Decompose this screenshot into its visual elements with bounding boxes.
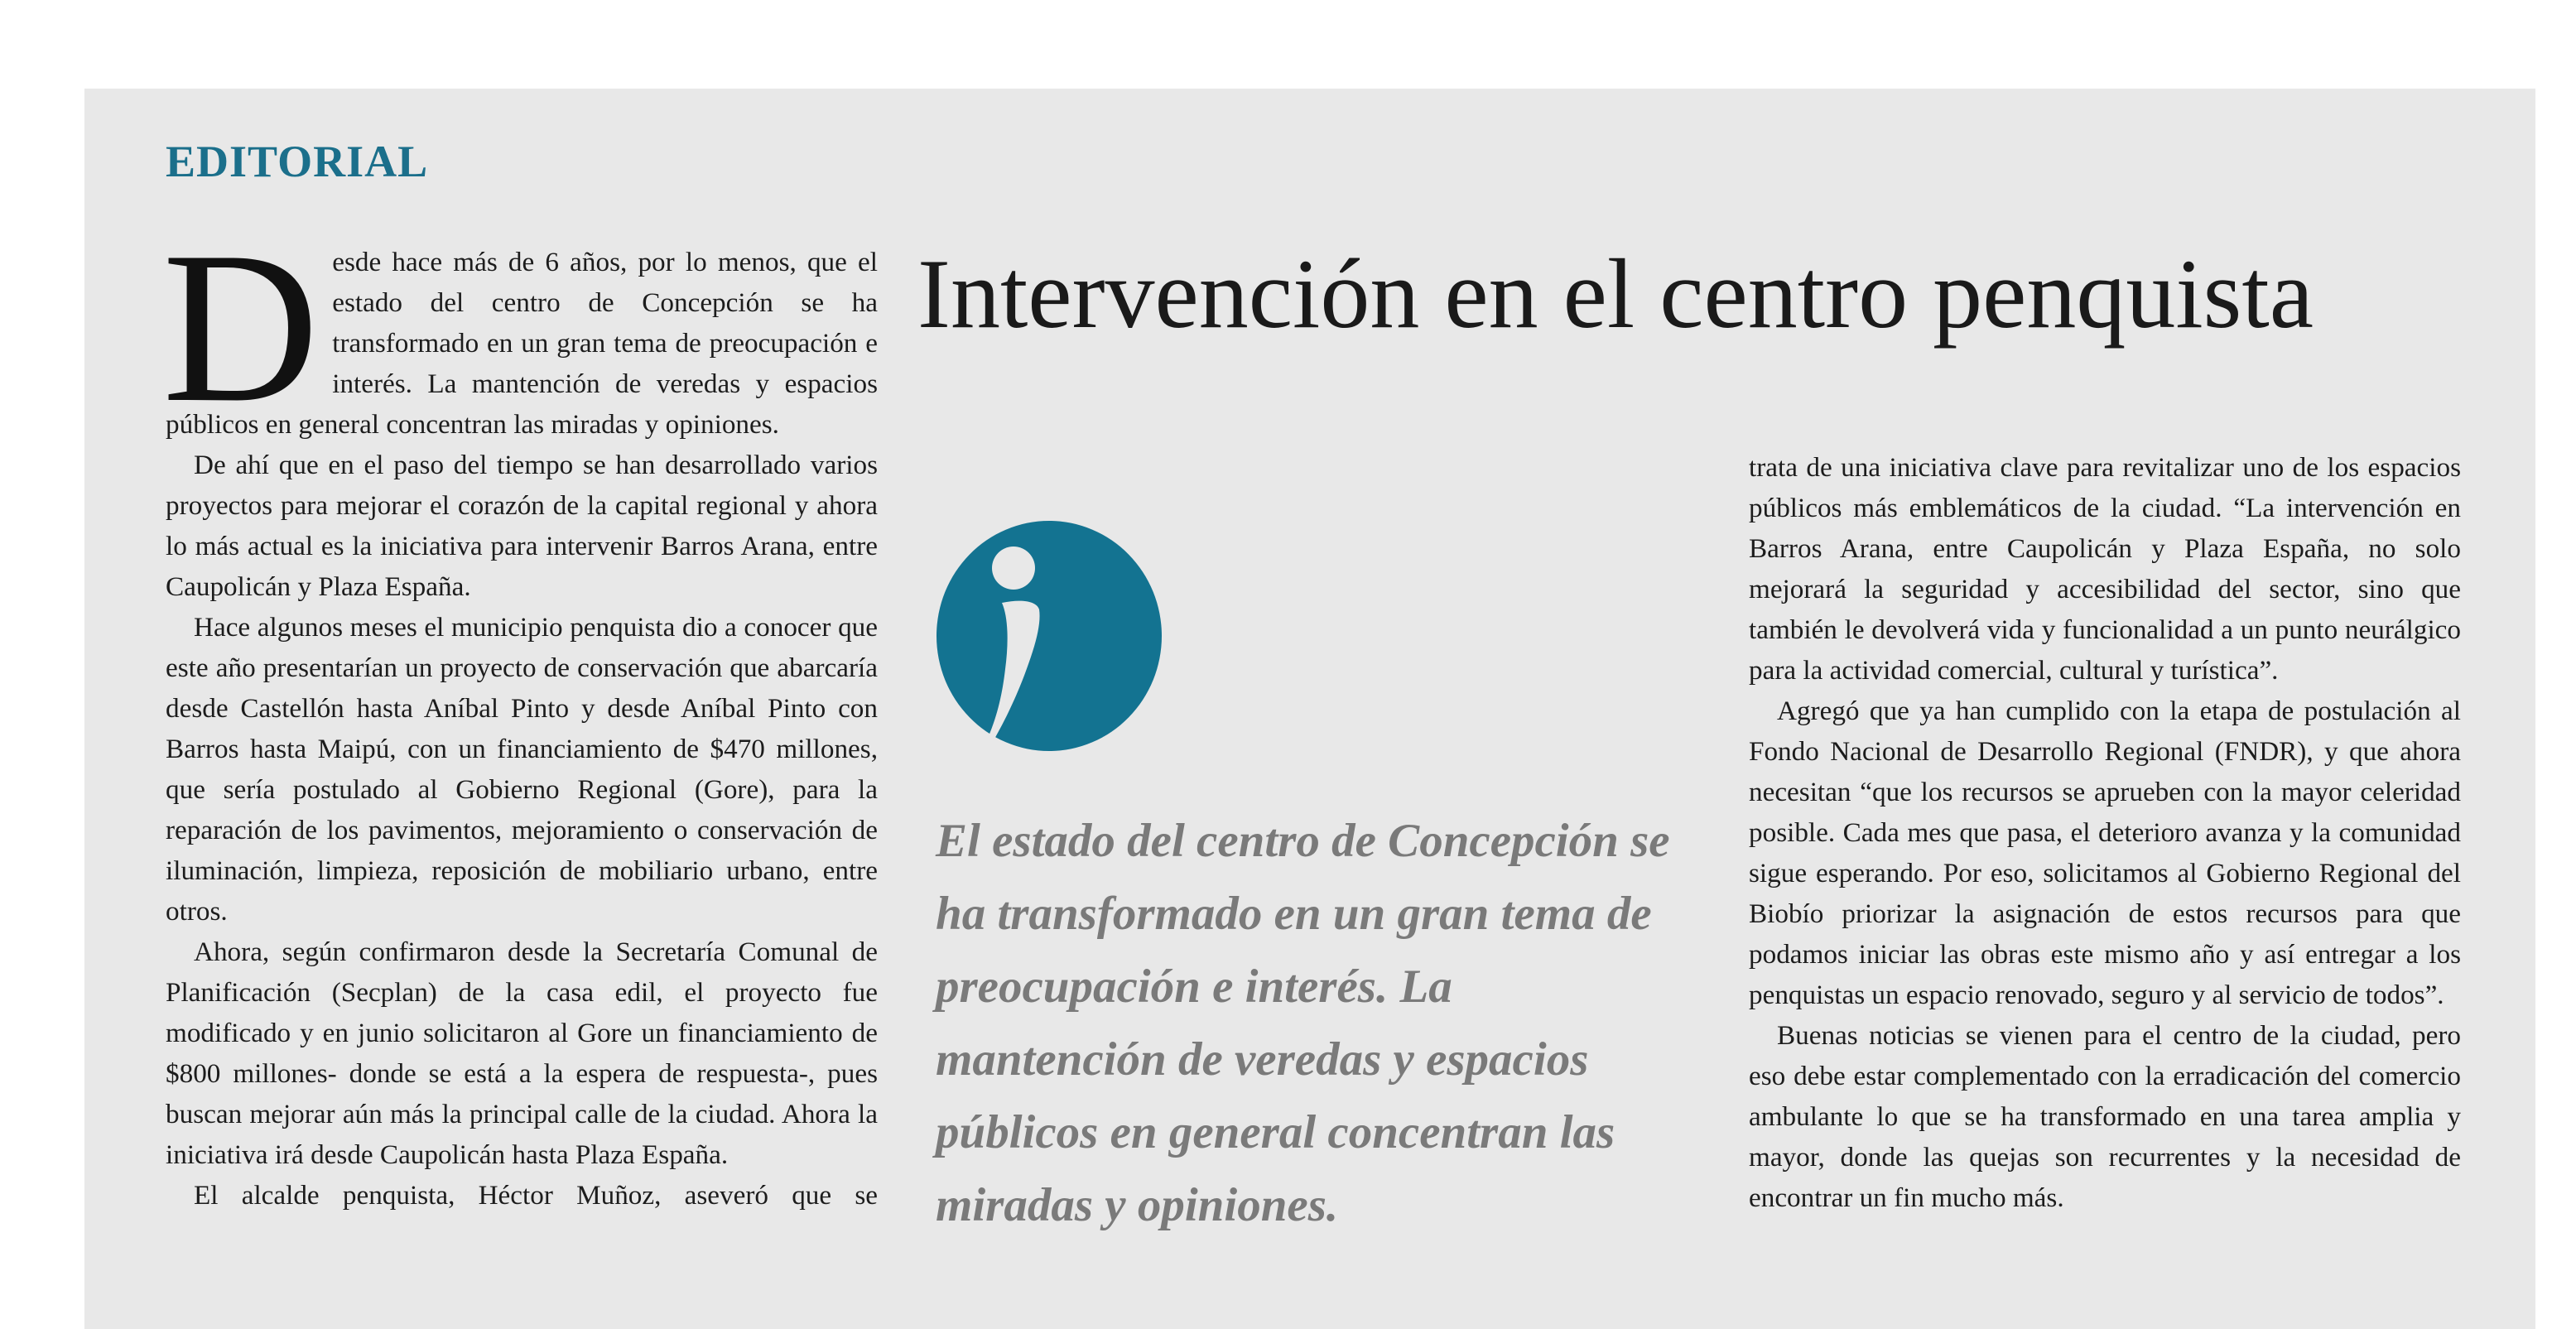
paragraph: De ahí que en el paso del tiempo se han desarrollado varios proyectos para mejorar el corazón de la capital regional y ahora lo más actual es la iniciativa para intervenir Barros Arana, entre Caupolicán y Plaza España.: [166, 450, 878, 602]
right-column: [1749, 447, 2461, 1218]
left-column: [162, 207, 878, 1216]
section-label: EDITORIAL: [166, 137, 429, 186]
paragraph: Desde hace más de 6 años, por lo menos, que el estado del centro de Concepción se ha transformado en un gran tema de preocupación e interés. La mantención de veredas y espacios públicos en general concentran las miradas y opiniones.: [162, 207, 878, 447]
paragraph: trata de una iniciativa clave para revitalizar uno de los espacios públicos más emblemáticos de la ciudad. “La intervención en Barros Arana, entre Caupolicán y Plaza España, no solo mejorará la seguridad y accesibilidad del sector, sino que también le devolverá vida y funcionalidad a un punto neurálgico para la actividad comercial, cultural y turística”.: [1749, 452, 2461, 686]
pull-quote: El estado del centro de Concepción se ha transformado en un gran tema de preocupación e interés. La mantención de veredas y espacios públicos en general concentran las miradas y opiniones.: [936, 815, 1670, 1231]
headline: Intervención en el centro penquista: [917, 238, 2314, 349]
paragraph: Hace algunos meses el municipio penquista dio a conocer que este año presentarían un proyecto de conservación que abarcaría desde Castellón hasta Aníbal Pinto y desde Aníbal Pinto con Barros hasta Maipú, con un financiamiento de $470 millones, que sería postulado al Gobierno Regional (Gore), para la reparación de los pavimentos, mejoramiento o conservación de iluminación, limpieza, reposición de mobiliario urbano, entre otros.: [166, 612, 878, 927]
paragraph: Ahora, según confirmaron desde la Secretaría Comunal de Planificación (Secplan) de la casa edil, el proyecto fue modificado y en junio solicitaron al Gore un financiamiento de $800 millones- donde se está a la espera de respuesta-, pues buscan mejorar aún más la principal calle de la ciudad. Ahora la iniciativa irá desde Caupolicán hasta Plaza España.: [166, 937, 878, 1170]
info-icon: [936, 520, 1163, 752]
paragraph: El alcalde penquista, Héctor Muñoz, aseveró que se: [194, 1180, 878, 1211]
drop-cap: D: [162, 207, 320, 447]
paragraph: Agregó que ya han cumplido con la etapa de postulación al Fondo Nacional de Desarrollo Regional (FNDR), y que ahora necesitan “que los recursos se aprueben con la mayor celeridad posible. Cada mes que pasa, el deterioro avanza y la comunidad sigue esperando. Por eso, solicitamos al Gobierno Regional del Biobío priorizar la asignación de estos recursos para que podamos iniciar las obras este mismo año y así entregar a los penquistas un espacio renovado, seguro y al servicio de todos”.: [1749, 696, 2461, 1010]
paragraph: Buenas noticias se vienen para el centro de la ciudad, pero eso debe estar complementado con la erradicación del comercio ambulante lo que se ha transformado en una tarea amplia y mayor, donde las quejas son recurrentes y la necesidad de encontrar un fin mucho más.: [1749, 1020, 2461, 1213]
